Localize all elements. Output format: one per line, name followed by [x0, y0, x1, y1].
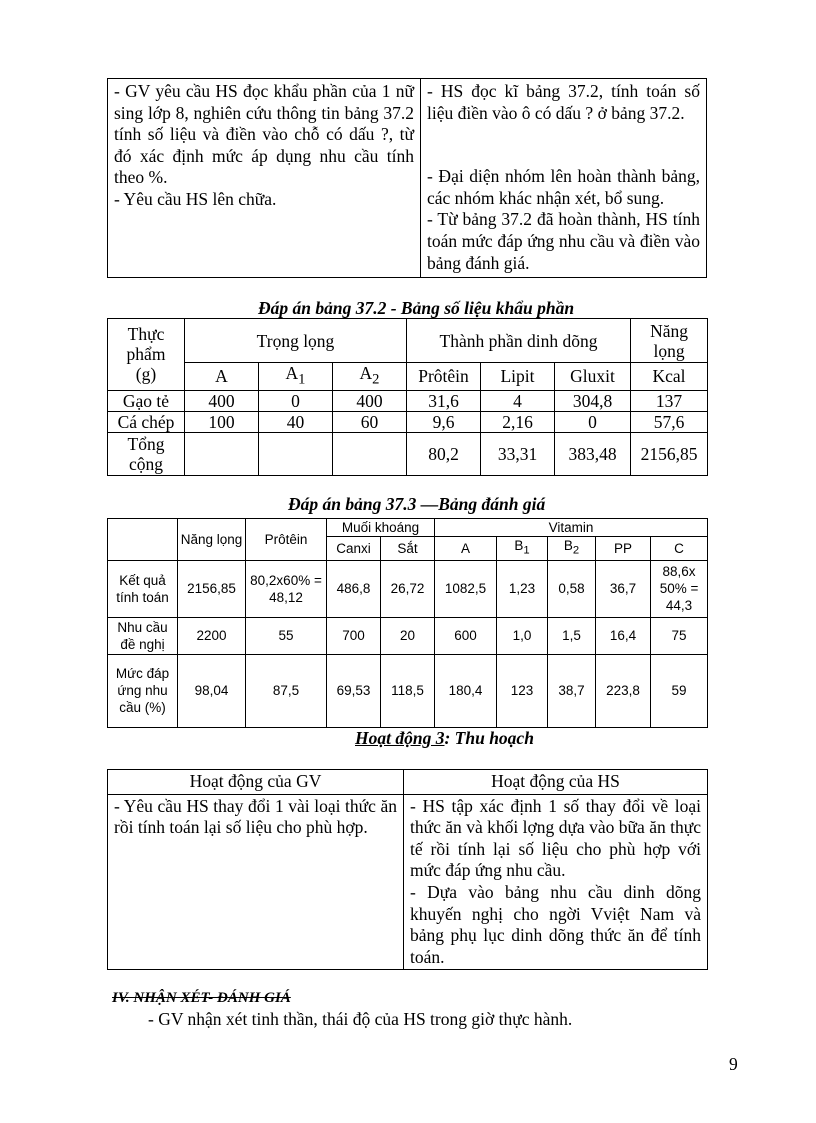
total-label: Tổng cộng	[108, 432, 185, 475]
vitamin-b1-header: $B_1$	[497, 537, 548, 561]
col-a2: $A_2$	[333, 363, 407, 391]
activity-table-1	[107, 78, 707, 278]
vitamin-a-header: A	[435, 537, 497, 561]
col-lipit: Lipit	[481, 363, 555, 391]
vitamin-pp-header: PP	[596, 537, 651, 561]
hs-header: Hoạt động của HS	[404, 770, 708, 795]
food-header	[108, 319, 185, 391]
vitamin-c-header: C	[651, 537, 708, 561]
vitamin-b2-header: $B_2$	[548, 537, 596, 561]
col-a: A	[185, 363, 259, 391]
energy-header: Năng lọng	[631, 319, 708, 363]
section-text: - GV nhận xét tinh thần, thái độ của HS trong giờ thực hành.	[148, 1009, 573, 1029]
food-header-unit: (g)	[135, 364, 157, 385]
minerals-header: Muối khoáng	[327, 519, 435, 537]
hs-activity-1: - HS đọc kĩ bảng 37.2, tính toán số liệu điền vào ô có dấu ? ở bảng 37.2.	[427, 81, 700, 123]
hs-activity-3: - Từ bảng 37.2 đã hoàn thành, HS tính toán mức đáp ứng nhu cầu và điền vào bảng đánh giá.	[427, 209, 700, 273]
activity-table-3	[107, 769, 708, 970]
eval-energy-header: Năng lọng	[178, 519, 246, 561]
page-number: 9	[729, 1054, 738, 1074]
evaluation-table	[107, 518, 708, 728]
gv-activity-cell	[108, 79, 421, 278]
col-protein: Prôtêin	[407, 363, 481, 391]
hs-task-1: - HS tập xác định 1 số thay đổi về loại thức ăn và khối lợng dựa vào bữa ăn thực tế rồi tính lại số liệu cho phù hợp với mức đáp ứng nhu cầu.	[410, 795, 701, 881]
table-row: Cá chép 100 40 60 9,6 2,16 0 57,6	[108, 411, 708, 432]
sat-header: Sắt	[381, 537, 435, 561]
canxi-header: Canxi	[327, 537, 381, 561]
vitamin-header: Vitamin	[435, 519, 708, 537]
weight-header: Trọng lọng	[185, 319, 407, 363]
section-heading: IV. NHẬN XÉT- ĐÁNH GIÁ	[112, 990, 291, 1006]
total-row: Tổng cộng 80,2 33,31 383,48 2156,85	[108, 432, 708, 475]
col-kcal: Kcal	[631, 363, 708, 391]
gv-instruction: - GV yêu cầu HS đọc khẩu phần của 1 nữ sing lớp 8, nghiên cứu thông tin bảng 37.2 tính số liệu và điền vào chỗ có dấu ?, từ đó xác định mức áp dụng nhu cầu tính theo %.	[114, 81, 414, 188]
col-gluxit: Gluxit	[555, 363, 631, 391]
table-row: Mức đáp ứng nhu cầu (%) 98,04 87,5 69,53 118,5 180,4 123 38,7 223,8 59	[108, 654, 708, 727]
hs-task	[404, 794, 708, 970]
table-row: Kết quả tính toán 2156,85 80,2x60% = 48,12 486,8 26,72 1082,5 1,23 0,58 36,7 88,6x 50% = 44,3	[108, 560, 708, 617]
eval-protein-header: Prôtêin	[246, 519, 327, 561]
hs-task-2: - Dựa vào bảng nhu cầu dinh dõng khuyến nghị cho ngời Vviệt Nam và bảng phụ lục dinh dõng thức ăn để tính toán.	[410, 881, 701, 967]
activity-3-title: Hoạt động 3: Thu hoạch	[355, 728, 534, 748]
col-a1: $A_1$	[259, 363, 333, 391]
diet-data-table	[107, 318, 708, 476]
gv-instruction-2: - Yêu cầu HS lên chữa.	[114, 188, 277, 209]
food-header-label: Thực phẩm	[126, 324, 166, 365]
table-37-2-title: Đáp án bảng 37.2 - Bảng số liệu khẩu phần	[258, 298, 575, 318]
gv-header: Hoạt động của GV	[108, 770, 404, 795]
nutrition-header: Thành phần dinh dõng	[407, 319, 631, 363]
table-37-3-title: Đáp án bảng 37.3 —Bảng đánh giá	[288, 494, 546, 514]
table-row: Gạo tẻ 400 0 400 31,6 4 304,8 137	[108, 390, 708, 411]
table-row: Nhu cầu đề nghị 2200 55 700 20 600 1,0 1,5 16,4 75	[108, 617, 708, 654]
gv-task: - Yêu cầu HS thay đổi 1 vài loại thức ăn rồi tính toán lại số liệu cho phù hợp.	[108, 794, 404, 970]
hs-activity-2: - Đại diện nhóm lên hoàn thành bảng, các nhóm khác nhận xét, bổ sung.	[427, 166, 700, 208]
hs-activity-cell	[421, 79, 707, 278]
